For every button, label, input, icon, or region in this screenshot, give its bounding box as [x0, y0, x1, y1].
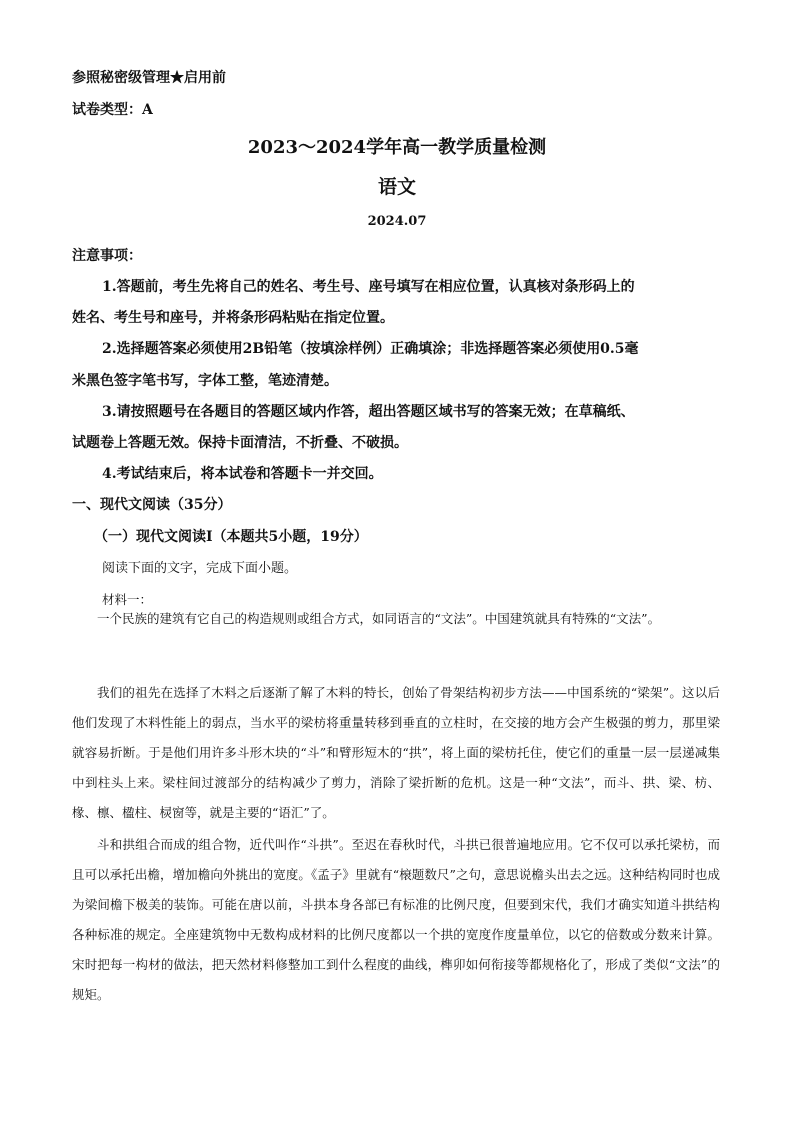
passage-paragraph-2: 我们的祖先在选择了木料之后逐渐了解了木料的特长，创始了骨架结构初步方法——中国系统的“梁架”。这以后他们发现了木料性能上的弱点，当水平的梁枋将重量转移到垂直的立柱时，在交接的地方会产生极强的剪力，那里梁就容易折断。于是他们用许多斗形木块的“斗”和臂形短木的“拱”，将上面的梁枋托住，使它们的重量一层一层递减集中到柱头上来。梁柱间过渡部分的结构减少了剪力，消除了梁折断的危机。这是一种“文法”，而斗、拱、梁、枋、椽、檩、楹柱、棂窗等，就是主要的“语汇”了。: [72, 685, 720, 820]
section-subtitle: （一）现代文阅读Ⅰ（本题共5小题，19分）: [94, 529, 368, 545]
reading-instruction: 阅读下面的文字，完成下面小题。: [102, 561, 298, 576]
material-label: 材料一：: [102, 592, 153, 607]
notice-item-4: 4.考试结束后，将本试卷和答题卡一并交回。: [102, 466, 383, 482]
notice-heading: 注意事项：: [72, 248, 142, 264]
paper-type-label: 试卷类型：A: [72, 102, 153, 118]
passage-paragraph-1: 一个民族的建筑有它自己的构造规则或组合方式，如同语言的“文法”。中国建筑就具有特殊的“文法”。: [97, 611, 661, 626]
exam-title: 2023～2024学年高一教学质量检测: [247, 137, 547, 158]
section-title: 一、现代文阅读（35分）: [72, 497, 232, 513]
secrecy-label: 参照秘密级管理★启用前: [72, 70, 226, 86]
notice-item-2-line-2: 米黑色签字笔书写，字体工整，笔迹清楚。: [72, 373, 338, 389]
exam-date: 2024.07: [367, 214, 427, 229]
passage-paragraph-3: 斗和拱组合而成的组合物，近代叫作“斗拱”。至迟在春秋时代，斗拱已很普遍地应用。它不仅可以承托梁枋，而且可以承托出檐，增加檐向外挑出的宽度。《孟子》里就有“榱题数尺”之句，意思说檐头出去之远。这种结构同时也成为梁间檐下极美的装饰。可能在唐以前，斗拱本身各部已有标准的比例尺度，但要到宋代，我们才确实知道斗拱结构各种标准的规定。全座建筑物中无数构成材料的比例尺度都以一个拱的宽度作度量单位，以它的倍数或分数来计算。宋时把每一构材的做法，把天然材料修整加工到什么程度的曲线，榫卯如何衔接等都规格化了，形成了类似“文法”的规矩。: [72, 837, 720, 1002]
notice-item-3-line-1: 3.请按照题号在各题目的答题区域内作答，超出答题区域书写的答案无效；在草稿纸、: [102, 404, 635, 420]
subject-title: 语文: [377, 176, 416, 198]
notice-item-1-line-2: 姓名、考生号和座号，并将条形码粘贴在指定位置。: [72, 310, 394, 326]
notice-item-3-line-2: 试题卷上答题无效。保持卡面清洁，不折叠、不破损。: [72, 435, 408, 451]
notice-item-1-line-1: 1.答题前，考生先将自己的姓名、考生号、座号填写在相应位置，认真核对条形码上的: [102, 279, 635, 295]
notice-item-2-line-1: 2.选择题答案必须使用2B铅笔（按填涂样例）正确填涂；非选择题答案必须使用0.5毫: [102, 341, 639, 357]
